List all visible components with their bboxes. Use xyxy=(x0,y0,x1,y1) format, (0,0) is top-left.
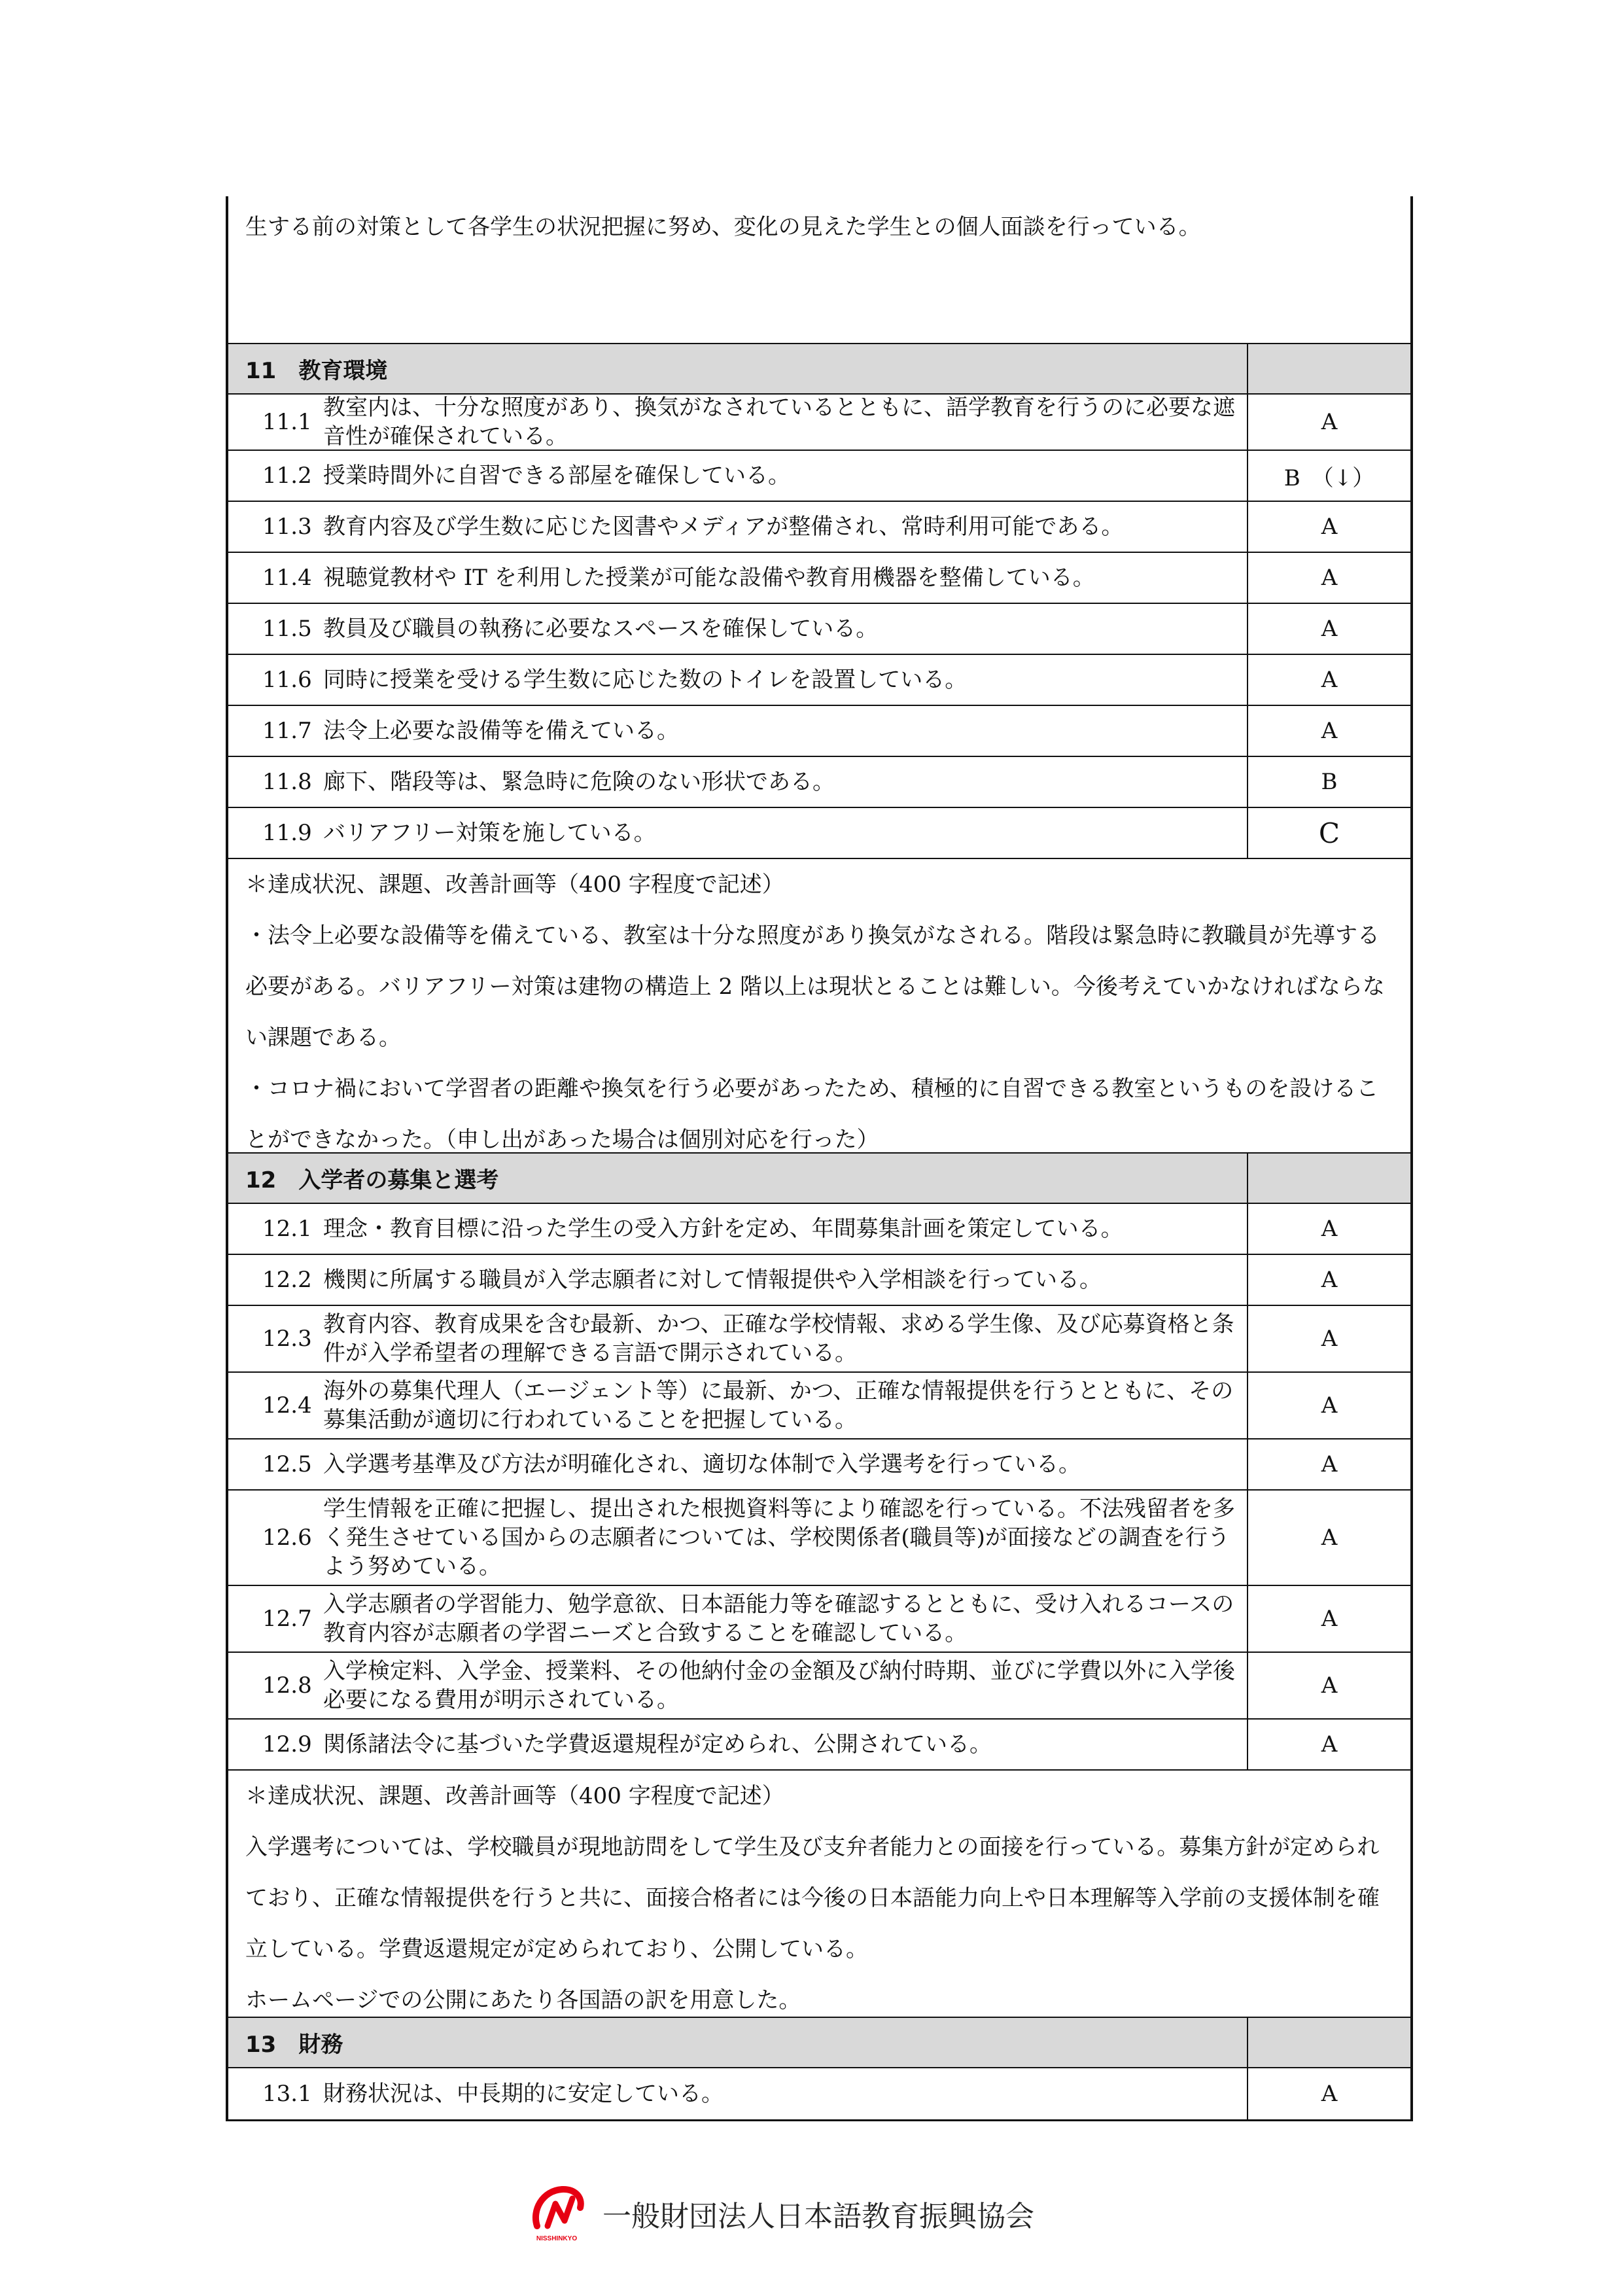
item-text: 理念・教育目標に沿った学生の受入方針を定め、年間募集計画を策定している。 xyxy=(323,1204,1248,1254)
item-rating: A xyxy=(1321,565,1338,591)
item-text: 授業時間外に自習できる部屋を確保している。 xyxy=(323,451,1248,501)
item-text: 海外の募集代理人（エージェント等）に最新、かつ、正確な情報提供を行うとともに、その募集活動が適切に行われていることを把握している。 xyxy=(323,1373,1248,1438)
table-row xyxy=(228,1653,1410,1720)
item-rating: A xyxy=(1321,1392,1338,1419)
item-text: 関係諸法令に基づいた学費返還規程が定められ、公開されている。 xyxy=(323,1720,1248,1769)
section-notes xyxy=(228,859,1410,1154)
item-rating: A xyxy=(1321,1525,1338,1551)
item-text: 教員及び職員の執務に必要なスペースを確保している。 xyxy=(323,604,1248,654)
item-number: 11.4 xyxy=(262,565,312,591)
item-text: 廊下、階段等は、緊急時に危険のない形状である。 xyxy=(323,757,1248,807)
item-rating: A xyxy=(1321,1326,1338,1352)
table-row xyxy=(228,1491,1410,1586)
item-rating: A xyxy=(1321,1731,1338,1757)
table-row xyxy=(228,1306,1410,1373)
item-text: バリアフリー対策を施している。 xyxy=(323,808,1248,858)
continued-note xyxy=(228,196,1410,344)
table-row xyxy=(228,451,1410,502)
item-number: 12.4 xyxy=(262,1392,312,1419)
item-text: 視聴覚教材や IT を利用した授業が可能な設備や教育用機器を整備している。 xyxy=(323,553,1248,603)
item-rating: B （↓） xyxy=(1283,465,1375,491)
section-title: 12 入学者の募集と選考 xyxy=(228,1154,1248,1203)
item-text: 入学志願者の学習能力、勉学意欲、日本語能力等を確認するとともに、受け入れるコースの教育内容が志願者の学習ニーズと合致することを確認している。 xyxy=(323,1586,1248,1651)
item-rating: A xyxy=(1321,1451,1338,1477)
notes-heading: ＊達成状況、課題、改善計画等（400 字程度で記述） xyxy=(245,1783,784,1809)
item-text: 学生情報を正確に把握し、提出された根拠資料等により確認を行っている。不法残留者を多く発生させている国からの志願者については、学校関係者(職員等)が面接などの調査を行うよう努めている。 xyxy=(323,1491,1248,1585)
item-rating: A xyxy=(1321,2081,1338,2107)
item-rating: A xyxy=(1321,667,1338,693)
table-row xyxy=(228,553,1410,604)
table-row xyxy=(228,395,1410,451)
item-text: 教育内容、教育成果を含む最新、かつ、正確な学校情報、求める学生像、及び応募資格と条件が入学希望者の理解できる言語で開示されている。 xyxy=(323,1306,1248,1371)
table-row xyxy=(228,2068,1410,2119)
item-rating: A xyxy=(1321,1216,1338,1242)
table-row xyxy=(228,1586,1410,1653)
item-text: 機関に所属する職員が入学志願者に対して情報提供や入学相談を行っている。 xyxy=(323,1255,1248,1305)
continued-note-text: 生する前の対策として各学生の状況把握に努め、変化の見えた学生との個人面談を行っている。 xyxy=(245,214,1201,240)
item-number: 13.1 xyxy=(262,2081,312,2107)
item-text: 入学選考基準及び方法が明確化され、適切な体制で入学選考を行っている。 xyxy=(323,1439,1248,1489)
section-title: 13 財務 xyxy=(228,2018,1248,2067)
item-number: 12.6 xyxy=(262,1525,312,1551)
table-row xyxy=(228,1720,1410,1771)
item-rating: A xyxy=(1321,616,1338,642)
section-title: 11 教育環境 xyxy=(228,344,1248,393)
item-number: 11.9 xyxy=(262,820,312,846)
item-rating: A xyxy=(1321,1606,1338,1632)
table-row xyxy=(228,502,1410,553)
table-row xyxy=(228,808,1410,859)
item-text: 教育内容及び学生数に応じた図書やメディアが整備され、常時利用可能である。 xyxy=(323,502,1248,552)
item-rating: B xyxy=(1321,769,1338,795)
table-row xyxy=(228,1439,1410,1491)
evaluation-table xyxy=(226,196,1413,2121)
section-notes xyxy=(228,1771,1410,2018)
table-row xyxy=(228,1255,1410,1306)
item-rating: A xyxy=(1321,1267,1338,1293)
section-header-11 xyxy=(228,344,1410,395)
nisshinkyo-logo-icon xyxy=(525,2184,588,2243)
section-header-12 xyxy=(228,1154,1410,1204)
item-text: 同時に授業を受ける学生数に応じた数のトイレを設置している。 xyxy=(323,655,1248,705)
notes-paragraph: ・法令上必要な設備等を備えている、教室は十分な照度があり換気がなされる。階段は緊急時に教職員が先導する必要がある。バリアフリー対策は建物の構造上 2 階以上は現状とることは難しい。今後考えていかなければならない課題である。 xyxy=(245,923,1385,1051)
notes-paragraph: ・コロナ禍において学習者の距離や換気を行う必要があったため、積極的に自習できる教室というものを設けることができなかった。（申し出があった場合は個別対応を行った） xyxy=(245,1076,1379,1153)
item-number: 11.8 xyxy=(262,769,312,795)
notes-heading: ＊達成状況、課題、改善計画等（400 字程度で記述） xyxy=(245,872,784,898)
item-text: 入学検定料、入学金、授業料、その他納付金の金額及び納付時期、並びに学費以外に入学後必要になる費用が明示されている。 xyxy=(323,1653,1248,1718)
item-number: 12.1 xyxy=(262,1216,312,1242)
section-header-13 xyxy=(228,2018,1410,2068)
logo-text: NISSHINKYO xyxy=(536,2235,578,2242)
item-number: 12.9 xyxy=(262,1731,312,1757)
item-rating: C xyxy=(1318,817,1340,849)
item-number: 11.5 xyxy=(262,616,312,642)
item-text: 教室内は、十分な照度があり、換気がなされているとともに、語学教育を行うのに必要な遮音性が確保されている。 xyxy=(323,395,1248,450)
item-number: 11.1 xyxy=(262,409,312,435)
table-row xyxy=(228,757,1410,808)
table-row xyxy=(228,1373,1410,1439)
table-row xyxy=(228,604,1410,655)
organization-name: 一般財団法人日本語教育振興協会 xyxy=(602,2200,1034,2233)
footer xyxy=(525,2184,1034,2243)
item-text: 財務状況は、中長期的に安定している。 xyxy=(323,2068,1248,2119)
notes-paragraph: ホームページでの公開にあたり各国語の訳を用意した。 xyxy=(245,1987,801,2013)
notes-paragraph: 入学選考については、学校職員が現地訪問をして学生及び支弁者能力との面接を行っている。募集方針が定められており、正確な情報提供を行うと共に、面接合格者には今後の日本語能力向上や日本理解等入学前の支援体制を確立している。学費返還規定が定められており、公開している。 xyxy=(245,1834,1380,1962)
item-rating: A xyxy=(1321,1672,1338,1699)
item-text: 法令上必要な設備等を備えている。 xyxy=(323,706,1248,756)
table-row xyxy=(228,706,1410,757)
item-number: 12.7 xyxy=(262,1606,312,1632)
item-rating: A xyxy=(1321,409,1338,435)
item-rating: A xyxy=(1321,718,1338,744)
item-number: 12.5 xyxy=(262,1451,312,1477)
item-number: 12.8 xyxy=(262,1672,312,1699)
item-number: 11.7 xyxy=(262,718,312,744)
item-number: 12.2 xyxy=(262,1267,312,1293)
table-row xyxy=(228,655,1410,706)
item-number: 11.2 xyxy=(262,463,312,489)
item-number: 11.3 xyxy=(262,514,312,540)
item-number: 11.6 xyxy=(262,667,312,693)
item-number: 12.3 xyxy=(262,1326,312,1352)
table-row xyxy=(228,1204,1410,1255)
item-rating: A xyxy=(1321,514,1338,540)
